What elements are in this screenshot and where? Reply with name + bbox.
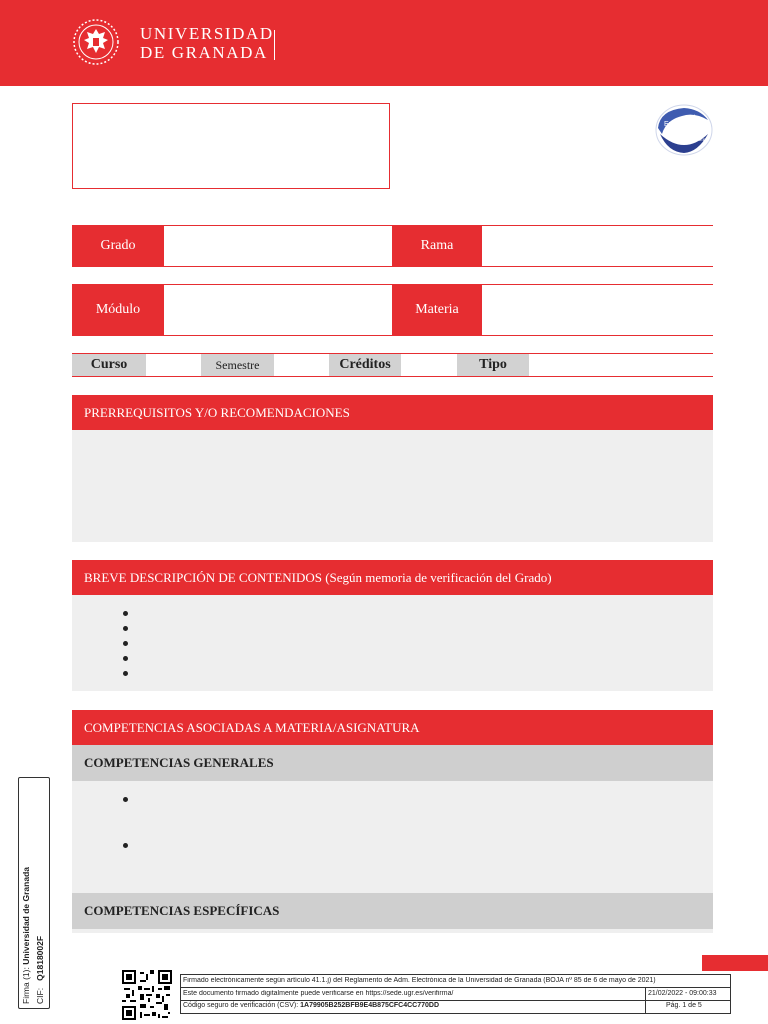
semestre-label: Semestre xyxy=(201,354,274,376)
firma-prefix: Firma (1): xyxy=(21,967,31,1004)
list-bullet xyxy=(123,611,128,616)
prerrequisitos-content xyxy=(72,430,713,542)
materia-label: Materia xyxy=(392,285,482,335)
competencias-especificas-heading: COMPETENCIAS ESPECÍFICAS xyxy=(72,893,713,929)
competencias-generales-heading: COMPETENCIAS GENERALES xyxy=(72,745,713,781)
row-curso-bottom-line xyxy=(72,376,713,377)
footer-divider-2 xyxy=(180,1000,731,1001)
list-bullet xyxy=(123,656,128,661)
row-grado-bottom-line xyxy=(72,266,713,267)
creditos-label: Créditos xyxy=(329,354,401,376)
badge-text-1: Euro-Inf xyxy=(664,121,689,128)
firma-text xyxy=(21,867,31,1004)
list-bullet xyxy=(123,626,128,631)
footer-divider-1 xyxy=(180,987,731,988)
descripcion-heading: BREVE DESCRIPCIÓN DE CONTENIDOS (Según memoria de verificación del Grado) xyxy=(72,560,713,595)
prerrequisitos-heading: PRERREQUISITOS Y/O RECOMENDACIONES xyxy=(72,395,713,430)
university-name-line2: DE GRANADA xyxy=(140,43,268,62)
footer-page-number: Pág. 1 de 5 xyxy=(666,1002,702,1009)
tipo-label: Tipo xyxy=(457,354,529,376)
cif-text xyxy=(35,936,45,1004)
list-bullet xyxy=(123,641,128,646)
firma-name: Universidad de Granada xyxy=(21,866,31,965)
list-bullet xyxy=(123,797,128,802)
footer-legal-text: Firmado electrónicamente según artículo 41.1.j) del Reglamento de Adm. Electrónica de la Universidad de Granada (BOJA nº 85 de 6 de mayo de 2021) xyxy=(183,977,656,984)
badge-text-2: Bachelor xyxy=(676,129,692,134)
logo-divider xyxy=(274,30,275,60)
grado-label: Grado xyxy=(72,226,164,266)
csv-value: 1A79905B252BFB9E4B875CFC4CC770DD xyxy=(300,1002,440,1009)
competencias-generales-content xyxy=(72,781,713,893)
descripcion-content xyxy=(72,595,713,691)
footer-csv xyxy=(183,1002,439,1009)
university-name xyxy=(140,24,274,62)
list-bullet xyxy=(123,843,128,848)
badge-text-3: ENAEE xyxy=(692,137,706,142)
rama-label: Rama xyxy=(392,226,482,266)
list-bullet xyxy=(123,671,128,676)
competencias-especificas-content xyxy=(72,929,713,933)
csv-label: Código seguro de verificación (CSV): xyxy=(183,1002,299,1009)
row-modulo-bottom-line xyxy=(72,335,713,336)
footer-column-divider xyxy=(645,987,646,1014)
cif-value: Q1818002F xyxy=(35,935,45,981)
euro-inf-badge-icon xyxy=(654,104,714,156)
competencias-heading: COMPETENCIAS ASOCIADAS A MATERIA/ASIGNATURA xyxy=(72,710,713,745)
footer-date: 21/02/2022 - 09:00:33 xyxy=(648,990,717,997)
university-name-line1: UNIVERSIDAD xyxy=(140,24,274,43)
university-seal-icon xyxy=(72,18,120,66)
curso-label: Curso xyxy=(72,354,146,376)
modulo-label: Módulo xyxy=(72,285,164,335)
red-corner-tab xyxy=(702,955,768,971)
cif-label: CIF: xyxy=(35,987,45,1004)
footer-verify-text: Este documento firmado digitalmente puede verificarse en https://sede.ugr.es/verifirma/ xyxy=(183,990,454,997)
qr-code-icon xyxy=(122,970,172,1020)
course-title-box xyxy=(72,103,390,189)
